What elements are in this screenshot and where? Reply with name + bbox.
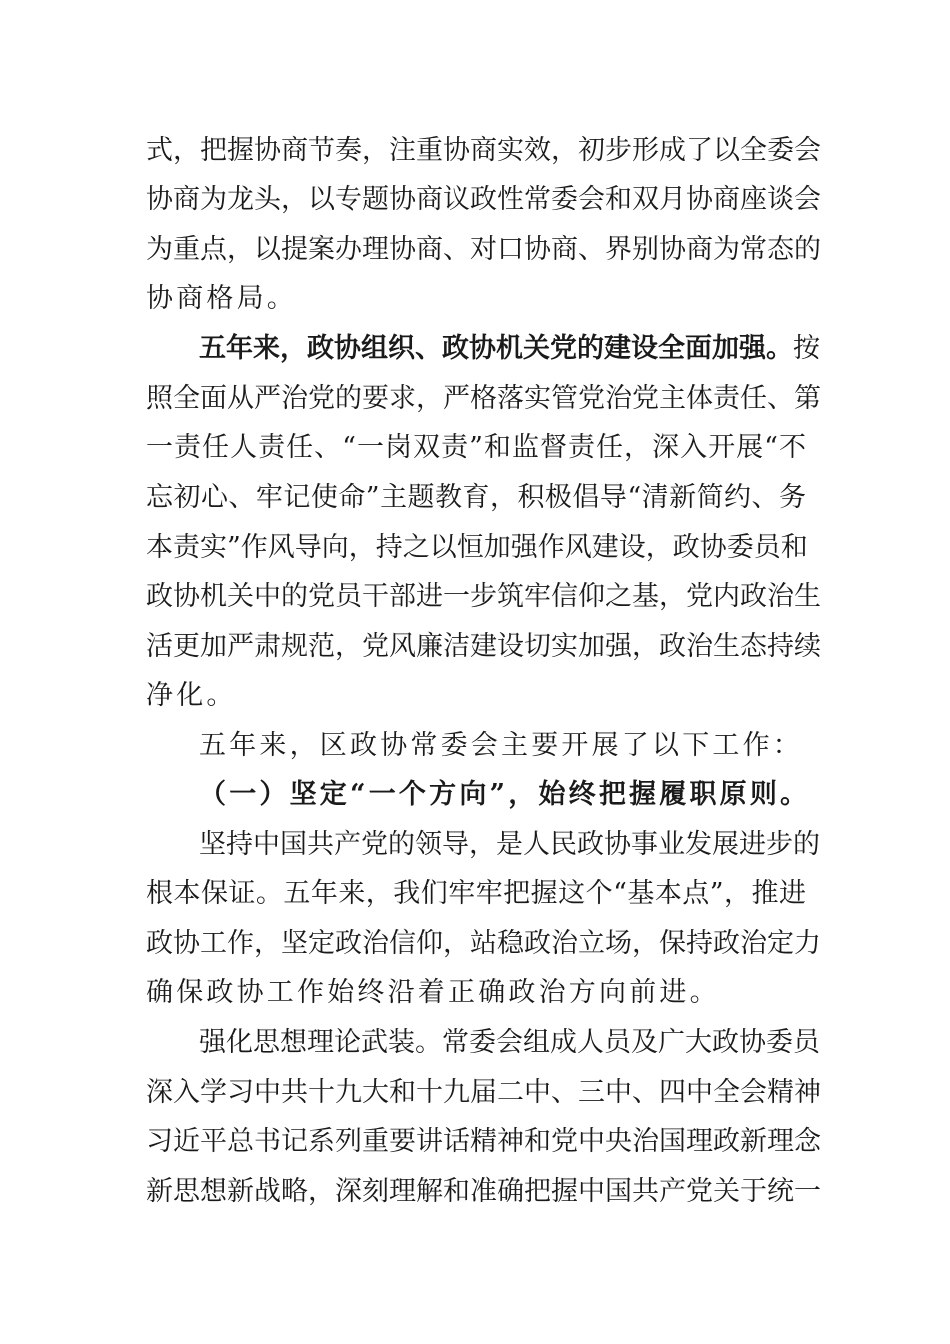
text-line: 根本保证。五年来，我们牢牢把握这个“基本点”，推进: [146, 878, 806, 909]
paragraph-heading-line: [199, 329, 820, 369]
text-line: 五年来，区政协常委会主要开展了以下工作：: [199, 730, 803, 761]
bold-lead-text: 五年来，政协组织、政协机关党的建设全面加强。: [199, 333, 793, 364]
text-line: 式，把握协商节奏，注重协商实效，初步形成了以全委会: [146, 135, 821, 166]
text-line: 照全面从严治党的要求，严格落实管党治党主体责任、第: [146, 383, 821, 414]
text-line: 政协工作，坚定政治信仰，站稳政治立场，保持政治定力: [146, 928, 821, 959]
text-line: 忘初心、牢记使命”主题教育，积极倡导“清新简约、务: [146, 482, 806, 513]
text-line: 政协机关中的党员干部进一步筑牢信仰之基，党内政治生: [146, 581, 821, 612]
text-line: 协商为龙头，以专题协商议政性常委会和双月协商座谈会: [146, 184, 821, 215]
text-line: 活更加严肃规范，党风廉洁建设切实加强，政治生态持续: [146, 631, 821, 662]
text-line: 本责实”作风导向，持之以恒加强作风建设，政协委员和: [146, 532, 808, 563]
text-line: 为重点，以提案办理协商、对口协商、界别协商为常态的: [146, 234, 821, 265]
text-line: 协商格局。: [146, 283, 297, 314]
text-line: 习近平总书记系列重要讲话精神和党中央治国理政新理念: [146, 1126, 821, 1157]
text-line: 强化思想理论武装。常委会组成人员及广大政协委员: [199, 1027, 820, 1058]
text-line: 新思想新战略，深刻理解和准确把握中国共产党关于统一: [146, 1176, 821, 1207]
text-line: 深入学习中共十九大和十九届二中、三中、四中全会精神: [146, 1077, 821, 1108]
text-line: 确保政协工作始终沿着正确政治方向前进。: [146, 977, 720, 1008]
text-line: 一责任人责任、“一岗双责”和监督责任，深入开展“不: [146, 432, 806, 463]
text-line: 净化。: [146, 680, 237, 711]
section-heading: （一）坚定“一个方向”，始终把握履职原则。: [199, 779, 811, 810]
lead-continuation-text: 按: [793, 333, 820, 364]
text-line: 坚持中国共产党的领导，是人民政协事业发展进步的: [199, 829, 820, 860]
